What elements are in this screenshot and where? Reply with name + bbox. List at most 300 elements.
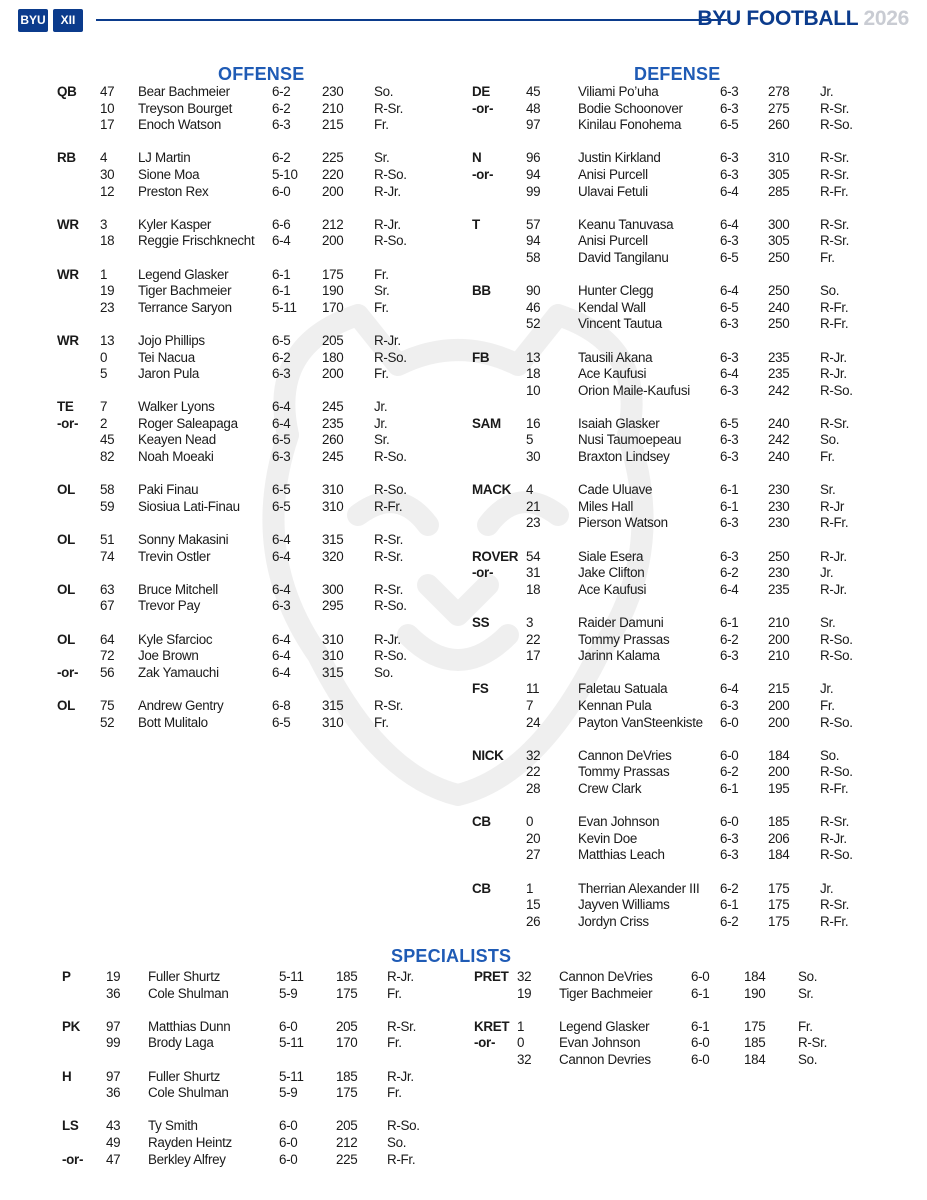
player-height: 6-1 bbox=[720, 897, 739, 913]
jersey-number: 32 bbox=[517, 1051, 532, 1067]
player-class: R-Sr. bbox=[798, 1035, 828, 1051]
player-row bbox=[0, 349, 847, 367]
jersey-number: 18 bbox=[100, 233, 115, 249]
player-height: 6-2 bbox=[272, 84, 291, 99]
player-class: R-Jr. bbox=[374, 332, 401, 348]
player-height: 6-0 bbox=[279, 1118, 298, 1134]
position-label: PK bbox=[62, 1018, 81, 1034]
position-label: -or- bbox=[57, 415, 79, 431]
player-class: Fr. bbox=[387, 1035, 402, 1051]
player-row bbox=[0, 299, 849, 317]
player-weight: 175 bbox=[744, 1018, 766, 1034]
player-height: 6-0 bbox=[720, 714, 739, 730]
player-row bbox=[0, 233, 850, 250]
position-label: H bbox=[62, 1068, 72, 1084]
player-class: Sr. bbox=[374, 283, 390, 299]
player-name: Walker Lyons bbox=[138, 399, 215, 415]
player-height: 6-5 bbox=[720, 249, 739, 265]
player-row bbox=[0, 565, 834, 582]
player-row bbox=[0, 1069, 440, 1086]
player-height: 6-2 bbox=[720, 631, 739, 647]
jersey-number: 74 bbox=[100, 548, 115, 564]
position-label: OL bbox=[57, 482, 75, 498]
player-height: 6-1 bbox=[720, 482, 739, 498]
jersey-number: 17 bbox=[526, 648, 541, 664]
player-class: R-So. bbox=[387, 1118, 420, 1134]
player-row bbox=[0, 1152, 440, 1169]
player-height: 6-0 bbox=[691, 1051, 710, 1067]
jersey-number: 15 bbox=[526, 897, 541, 913]
position-label: RB bbox=[57, 150, 76, 166]
player-name: Cade Uluave bbox=[578, 482, 653, 498]
jersey-number: 26 bbox=[526, 913, 541, 929]
player-weight: 175 bbox=[768, 913, 790, 929]
player-height: 6-4 bbox=[720, 216, 739, 232]
player-height: 6-0 bbox=[272, 183, 291, 199]
player-name: Tei Nacua bbox=[138, 349, 195, 365]
player-name: Evan Johnson bbox=[578, 814, 660, 830]
player-height: 6-4 bbox=[272, 664, 291, 680]
player-height: 6-2 bbox=[720, 880, 739, 896]
player-class: R-So. bbox=[374, 233, 407, 249]
player-name: Tausili Akana bbox=[578, 349, 653, 365]
player-class: R-Fr. bbox=[820, 183, 849, 199]
player-weight: 215 bbox=[768, 681, 790, 697]
player-weight: 220 bbox=[322, 166, 344, 182]
jersey-number: 97 bbox=[106, 1018, 121, 1034]
player-class: R-So. bbox=[820, 117, 853, 133]
player-weight: 210 bbox=[768, 648, 790, 664]
player-class: R-Sr. bbox=[374, 697, 404, 713]
player-row bbox=[0, 449, 835, 466]
jersey-number: 30 bbox=[526, 449, 541, 465]
player-height: 6-5 bbox=[720, 415, 739, 431]
header-brand bbox=[697, 7, 909, 31]
jersey-number: 10 bbox=[526, 382, 541, 398]
jersey-number: 90 bbox=[526, 283, 541, 299]
player-name: Tiger Bachmeier bbox=[138, 283, 232, 299]
player-name: Isaiah Glasker bbox=[578, 415, 660, 431]
player-name: Siale Esera bbox=[578, 548, 644, 564]
player-class: Jr. bbox=[374, 415, 388, 431]
player-weight: 175 bbox=[322, 266, 344, 282]
jersey-number: 47 bbox=[106, 1151, 121, 1167]
jersey-number: 99 bbox=[106, 1035, 121, 1051]
player-class: R-Jr. bbox=[374, 631, 401, 647]
player-name: Paki Finau bbox=[138, 482, 199, 498]
player-class: Fr. bbox=[374, 117, 389, 133]
jersey-number: 47 bbox=[100, 84, 115, 99]
position-label: -or- bbox=[474, 1035, 496, 1051]
player-name: Legend Glasker bbox=[138, 266, 229, 282]
player-name: Ty Smith bbox=[148, 1118, 198, 1134]
jersey-number: 0 bbox=[517, 1035, 525, 1051]
jersey-number: 1 bbox=[517, 1018, 525, 1034]
player-name: Jordyn Criss bbox=[578, 913, 649, 929]
player-class: R-So. bbox=[820, 764, 853, 780]
jersey-number: 0 bbox=[526, 814, 534, 830]
player-row bbox=[0, 814, 850, 831]
player-height: 6-4 bbox=[720, 366, 739, 382]
player-name: Hunter Clegg bbox=[578, 283, 654, 299]
player-weight: 184 bbox=[768, 747, 790, 763]
player-class: So. bbox=[387, 1134, 407, 1150]
player-class: Fr. bbox=[374, 266, 389, 282]
offense-title: OFFENSE bbox=[218, 64, 305, 84]
player-name: Jojo Phillips bbox=[138, 332, 205, 348]
player-name: Therrian Alexander III bbox=[578, 880, 700, 896]
player-row bbox=[0, 764, 853, 781]
player-height: 6-3 bbox=[720, 847, 739, 863]
player-name: Crew Clark bbox=[578, 780, 642, 796]
player-class: So. bbox=[798, 969, 818, 984]
player-name: Kevin Doe bbox=[578, 830, 638, 846]
player-class: R-Jr. bbox=[387, 1068, 414, 1084]
position-label: T bbox=[472, 216, 480, 232]
position-label: CB bbox=[472, 880, 491, 896]
player-row bbox=[0, 747, 840, 765]
player-weight: 230 bbox=[768, 515, 790, 531]
player-weight: 205 bbox=[336, 1118, 358, 1134]
position-group bbox=[0, 615, 853, 665]
jersey-number: 45 bbox=[100, 432, 115, 448]
player-class: Sr. bbox=[820, 482, 836, 498]
player-weight: 212 bbox=[336, 1134, 358, 1150]
player-name: Fuller Shurtz bbox=[148, 969, 221, 984]
player-name: Cannon DeVries bbox=[578, 747, 672, 763]
jersey-number: 7 bbox=[526, 697, 534, 713]
jersey-number: 19 bbox=[100, 283, 115, 299]
player-name: Legend Glasker bbox=[559, 1018, 650, 1034]
player-class: R-Jr bbox=[820, 498, 845, 514]
player-class: R-Fr. bbox=[820, 515, 849, 531]
player-class: R-So. bbox=[374, 482, 407, 498]
jersey-number: 16 bbox=[526, 415, 541, 431]
player-weight: 184 bbox=[744, 1051, 766, 1067]
player-weight: 300 bbox=[768, 216, 790, 232]
player-height: 6-4 bbox=[720, 183, 739, 199]
player-class: R-Fr. bbox=[820, 299, 849, 315]
jersey-number: 4 bbox=[526, 482, 534, 498]
player-height: 6-3 bbox=[720, 100, 739, 116]
player-weight: 240 bbox=[768, 299, 790, 315]
player-class: R-Sr. bbox=[374, 100, 404, 116]
player-class: So. bbox=[798, 1051, 818, 1067]
player-class: R-So. bbox=[374, 598, 407, 614]
jersey-number: 13 bbox=[100, 332, 115, 348]
player-height: 6-3 bbox=[720, 648, 739, 664]
player-row bbox=[0, 648, 853, 665]
player-height: 5-11 bbox=[279, 1035, 304, 1051]
jersey-number: 0 bbox=[100, 349, 108, 365]
player-class: R-Sr. bbox=[820, 166, 850, 182]
position-label: WR bbox=[57, 332, 79, 348]
player-class: R-Jr. bbox=[820, 581, 847, 597]
player-name: Siosiua Lati-Finau bbox=[138, 498, 240, 514]
player-name: Cannon DeVries bbox=[559, 969, 653, 984]
player-weight: 260 bbox=[768, 117, 790, 133]
position-label: N bbox=[472, 150, 482, 166]
player-class: Sr. bbox=[798, 985, 814, 1001]
position-label: -or- bbox=[472, 166, 494, 182]
player-name: Pierson Watson bbox=[578, 515, 668, 531]
player-weight: 215 bbox=[322, 117, 344, 133]
player-weight: 205 bbox=[322, 332, 344, 348]
player-class: Fr. bbox=[374, 299, 389, 315]
jersey-number: 11 bbox=[526, 681, 540, 697]
position-label: -or- bbox=[62, 1151, 84, 1167]
player-name: Nusi Taumoepeau bbox=[578, 432, 682, 448]
player-name: Joe Brown bbox=[138, 648, 199, 664]
player-name: Noah Moeaki bbox=[138, 449, 214, 465]
jersey-number: 67 bbox=[100, 598, 115, 614]
player-class: Jr. bbox=[820, 880, 834, 896]
position-group bbox=[0, 747, 853, 798]
player-weight: 175 bbox=[336, 985, 358, 1001]
player-height: 6-2 bbox=[720, 913, 739, 929]
player-row bbox=[0, 1051, 818, 1069]
player-row bbox=[0, 150, 850, 167]
player-name: Kyle Sfarcioc bbox=[138, 631, 213, 647]
player-height: 6-2 bbox=[720, 764, 739, 780]
jersey-number: 3 bbox=[100, 216, 108, 232]
jersey-number: 17 bbox=[100, 117, 115, 133]
player-name: Raider Damuni bbox=[578, 615, 664, 630]
player-class: R-Sr. bbox=[820, 233, 850, 249]
jersey-number: 23 bbox=[526, 515, 541, 531]
player-height: 6-3 bbox=[272, 598, 291, 614]
jersey-number: 31 bbox=[526, 565, 541, 581]
player-height: 6-6 bbox=[272, 216, 291, 232]
header-rule bbox=[96, 19, 727, 21]
player-weight: 242 bbox=[768, 382, 790, 398]
position-group bbox=[0, 482, 849, 532]
player-name: Viliami Po’uha bbox=[578, 84, 659, 99]
player-weight: 275 bbox=[768, 100, 790, 116]
jersey-number: 24 bbox=[526, 714, 541, 730]
position-group bbox=[0, 681, 853, 731]
player-height: 6-5 bbox=[272, 432, 291, 448]
player-weight: 200 bbox=[768, 764, 790, 780]
player-weight: 295 bbox=[322, 598, 344, 614]
player-weight: 235 bbox=[768, 366, 790, 382]
player-height: 6-1 bbox=[720, 615, 739, 630]
player-height: 6-1 bbox=[720, 498, 739, 514]
player-weight: 310 bbox=[322, 648, 344, 664]
jersey-number: 97 bbox=[526, 117, 541, 133]
player-class: R-Sr. bbox=[820, 216, 850, 232]
player-row bbox=[0, 880, 834, 898]
jersey-number: 4 bbox=[100, 150, 108, 166]
player-height: 6-2 bbox=[720, 565, 739, 581]
player-class: So. bbox=[820, 747, 840, 763]
player-height: 5-10 bbox=[272, 166, 298, 182]
position-label: OL bbox=[57, 581, 75, 597]
player-height: 6-4 bbox=[272, 581, 291, 597]
position-group bbox=[0, 814, 853, 864]
player-weight: 200 bbox=[322, 366, 344, 382]
player-weight: 200 bbox=[768, 697, 790, 713]
player-row bbox=[0, 482, 836, 499]
defense-depth-chart bbox=[0, 84, 853, 930]
player-height: 6-3 bbox=[720, 548, 739, 564]
player-class: Fr. bbox=[820, 449, 835, 465]
player-name: Tommy Prassas bbox=[578, 631, 670, 647]
player-height: 6-3 bbox=[720, 697, 739, 713]
player-class: R-So. bbox=[374, 648, 407, 664]
player-weight: 235 bbox=[768, 349, 790, 365]
jersey-number: 54 bbox=[526, 548, 541, 564]
player-height: 6-5 bbox=[272, 498, 291, 514]
position-group bbox=[0, 880, 850, 931]
player-row bbox=[0, 697, 835, 715]
player-height: 6-0 bbox=[279, 1134, 298, 1150]
player-class: Jr. bbox=[374, 399, 388, 415]
jersey-number: 10 bbox=[100, 100, 115, 116]
player-height: 5-11 bbox=[272, 299, 297, 315]
player-height: 6-0 bbox=[279, 1151, 298, 1167]
player-height: 6-1 bbox=[691, 985, 710, 1001]
player-row bbox=[0, 780, 849, 798]
jersey-number: 59 bbox=[100, 498, 115, 514]
position-group bbox=[0, 349, 853, 400]
player-name: Orion Maile-Kaufusi bbox=[578, 382, 690, 398]
player-row bbox=[0, 615, 836, 632]
player-class: R-Jr. bbox=[820, 349, 847, 365]
position-label: OL bbox=[57, 532, 75, 548]
player-height: 6-5 bbox=[272, 482, 291, 498]
player-name: Anisi Purcell bbox=[578, 233, 648, 249]
player-class: R-Jr. bbox=[387, 969, 414, 984]
player-row bbox=[0, 183, 849, 201]
position-group bbox=[0, 1018, 828, 1069]
jersey-number: 58 bbox=[526, 249, 541, 265]
player-class: R-Jr. bbox=[820, 548, 847, 564]
position-label: CB bbox=[472, 814, 491, 830]
player-row bbox=[0, 415, 850, 433]
player-name: Ace Kaufusi bbox=[578, 581, 647, 597]
player-class: Fr. bbox=[798, 1018, 813, 1034]
jersey-number: 63 bbox=[100, 581, 115, 597]
player-name: Roger Saleapaga bbox=[138, 415, 238, 431]
player-weight: 185 bbox=[744, 1035, 766, 1051]
jersey-number: 32 bbox=[517, 969, 532, 984]
player-row bbox=[0, 1118, 440, 1135]
player-weight: 184 bbox=[768, 847, 790, 863]
player-class: R-Sr. bbox=[374, 581, 404, 597]
player-name: Kinilau Fonohema bbox=[578, 117, 682, 133]
player-height: 6-2 bbox=[272, 100, 291, 116]
position-label: QB bbox=[57, 84, 77, 99]
player-height: 6-3 bbox=[720, 316, 739, 332]
player-class: R-So. bbox=[374, 449, 407, 465]
player-height: 6-0 bbox=[279, 1018, 298, 1034]
player-name: Justin Kirkland bbox=[578, 150, 661, 166]
player-name: Bruce Mitchell bbox=[138, 581, 218, 597]
player-height: 6-0 bbox=[691, 969, 710, 984]
position-label: OL bbox=[57, 631, 75, 647]
player-row bbox=[0, 1035, 828, 1052]
player-height: 6-3 bbox=[720, 382, 739, 398]
player-class: R-So. bbox=[374, 166, 407, 182]
player-name: Trevor Pay bbox=[138, 598, 200, 614]
player-weight: 210 bbox=[768, 615, 790, 630]
player-name: Tiger Bachmeier bbox=[559, 985, 653, 1001]
jersey-number: 1 bbox=[526, 880, 534, 896]
player-height: 6-1 bbox=[272, 266, 291, 282]
player-class: R-Sr. bbox=[820, 100, 850, 116]
specialists-right-list bbox=[0, 969, 828, 1069]
position-group bbox=[0, 548, 847, 599]
jersey-number: 49 bbox=[106, 1134, 121, 1150]
player-height: 6-1 bbox=[272, 283, 291, 299]
player-name: Vincent Tautua bbox=[578, 316, 662, 332]
position-label: PRET bbox=[474, 969, 509, 984]
position-label: FB bbox=[472, 349, 490, 365]
big12-logo-icon: XII bbox=[53, 9, 83, 32]
brand-title: BYU FOOTBALL bbox=[697, 7, 858, 30]
player-height: 6-2 bbox=[272, 150, 291, 166]
player-row bbox=[0, 714, 853, 732]
position-group bbox=[0, 1069, 440, 1102]
position-group bbox=[0, 216, 850, 267]
defense-title: DEFENSE bbox=[634, 64, 721, 84]
player-name: Berkley Alfrey bbox=[148, 1151, 226, 1167]
player-height: 6-3 bbox=[720, 166, 739, 182]
player-weight: 250 bbox=[768, 283, 790, 299]
player-weight: 285 bbox=[768, 183, 790, 199]
jersey-number: 97 bbox=[106, 1068, 121, 1084]
jersey-number: 22 bbox=[526, 631, 541, 647]
player-height: 6-4 bbox=[272, 532, 291, 548]
player-name: Cole Shulman bbox=[148, 985, 229, 1001]
player-weight: 170 bbox=[336, 1035, 358, 1051]
player-weight: 185 bbox=[336, 969, 358, 984]
player-weight: 230 bbox=[768, 565, 790, 581]
player-name: Kendal Wall bbox=[578, 299, 646, 315]
jersey-number: 51 bbox=[100, 532, 115, 548]
player-weight: 260 bbox=[322, 432, 344, 448]
position-label: -or- bbox=[472, 565, 494, 581]
player-name: Sione Moa bbox=[138, 166, 200, 182]
player-name: Reggie Frischknecht bbox=[138, 233, 255, 249]
position-group bbox=[0, 969, 818, 1002]
jersey-number: 46 bbox=[526, 299, 541, 315]
jersey-number: 64 bbox=[100, 631, 115, 647]
jersey-number: 36 bbox=[106, 1085, 121, 1101]
player-height: 5-11 bbox=[279, 1068, 304, 1084]
position-label: SS bbox=[472, 615, 490, 630]
brand-year: 2026 bbox=[863, 7, 909, 30]
player-height: 6-0 bbox=[720, 747, 739, 763]
player-height: 6-3 bbox=[720, 84, 739, 99]
player-weight: 250 bbox=[768, 548, 790, 564]
player-class: R-Sr. bbox=[374, 532, 404, 548]
player-name: Jake Clifton bbox=[578, 565, 645, 581]
player-height: 6-5 bbox=[720, 117, 739, 133]
player-row bbox=[0, 216, 850, 234]
player-weight: 240 bbox=[768, 449, 790, 465]
player-class: R-Sr. bbox=[374, 548, 404, 564]
player-row bbox=[0, 581, 847, 599]
player-weight: 200 bbox=[322, 233, 344, 249]
player-name: Zak Yamauchi bbox=[138, 664, 219, 680]
player-class: Sr. bbox=[374, 150, 390, 166]
player-row bbox=[0, 1018, 813, 1036]
player-row bbox=[0, 985, 814, 1003]
player-class: R-Jr. bbox=[374, 183, 401, 199]
jersey-number: 94 bbox=[526, 233, 541, 249]
